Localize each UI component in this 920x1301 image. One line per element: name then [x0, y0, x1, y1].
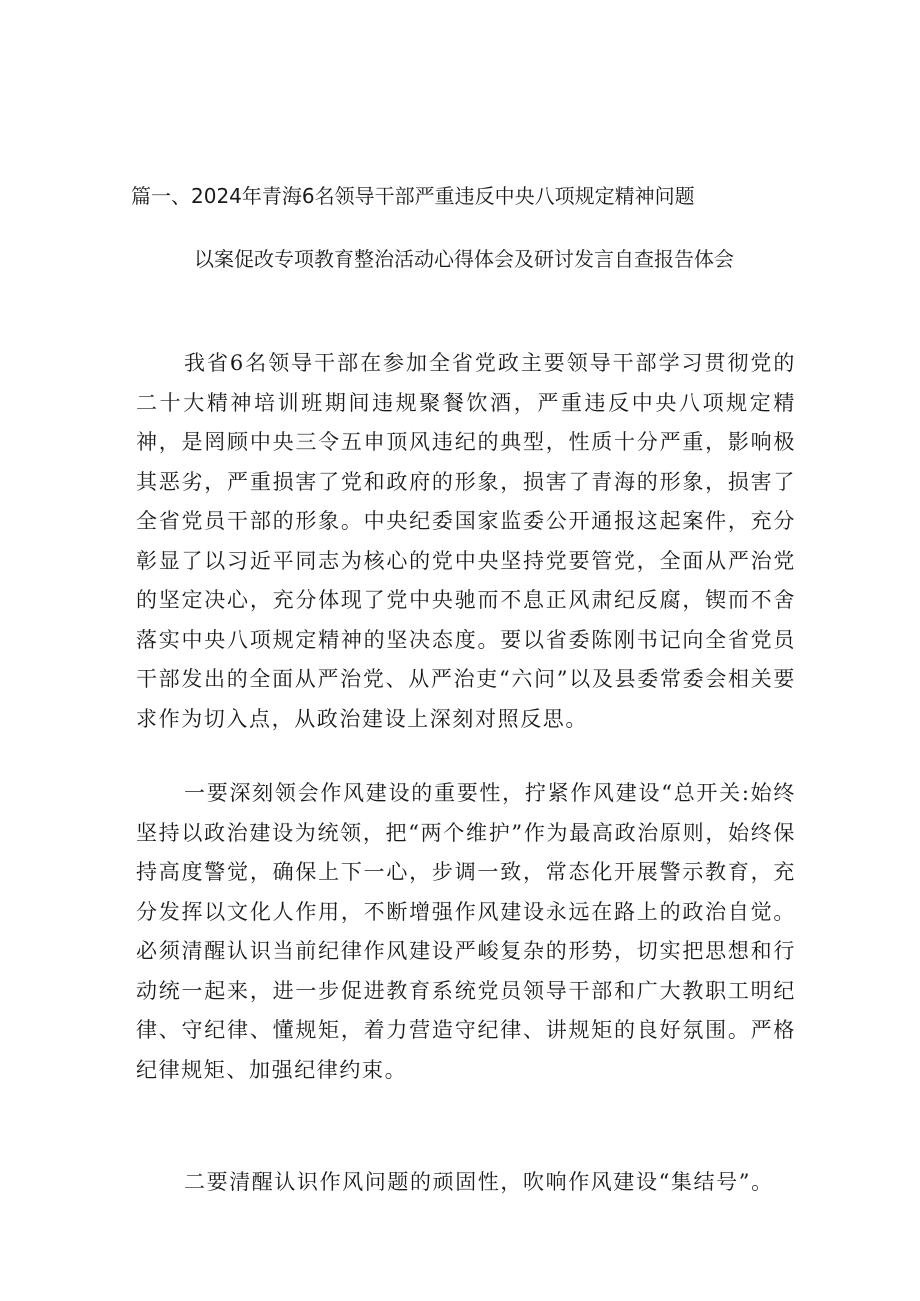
document-title-line-1: 篇一、2024年青海6名领导干部严重违反中央八项规定精神问题 — [131, 184, 695, 208]
body-paragraph-2: 一要深刻领会作风建设的重要性，拧紧作风建设“总开关:始终坚持以政治建设为统领，把“两个维护”作为最高政治原则，始终保持高度警觉，确保上下一心，步调一致，常态化开展警示教育，充分发挥以文化人作用，不断增强作风建设永远在路上的政治自觉。必须清醒认识当前纪律作风建设严峻复杂的形势，切实把思想和行动统一起来，进一步促进教育系统党员领导干部和广大教职工明纪律、守纪律、懂规矩，着力营造守纪律、讲规矩的良好氛围。严格纪律规矩、加强纪律约束。 — [136, 781, 796, 1082]
body-paragraph-3: 二要清醒认识作风问题的顽固性，吹响作风建设“集结号”。 — [184, 1170, 774, 1194]
body-paragraph-1: 我省6名领导干部在参加全省党政主要领导干部学习贯彻党的二十大精神培训班期间违规聚餐饮酒，严重违反中央八项规定精神，是罔顾中央三令五申顶风违纪的典型，性质十分严重，影响极其恶劣，严重损害了党和政府的形象，损害了青海的形象，损害了全省党员干部的形象。中央纪委国家监委公开通报这起案件，充分彰显了以习近平同志为核心的党中央坚持党要管党，全面从严治党的坚定决心，充分体现了党中央驰而不息正风肃纪反腐，锲而不舍落实中央八项规定精神的坚决态度。要以省委陈刚书记向全省党员干部发出的全面从严治党、从严治吏“六问”以及县委常委会相关要求作为切入点，从政治建设上深刻对照反思。 — [136, 351, 796, 731]
document-title-line-2: 以案促改专项教育整治活动心得体会及研讨发言自查报告体会 — [194, 247, 734, 271]
